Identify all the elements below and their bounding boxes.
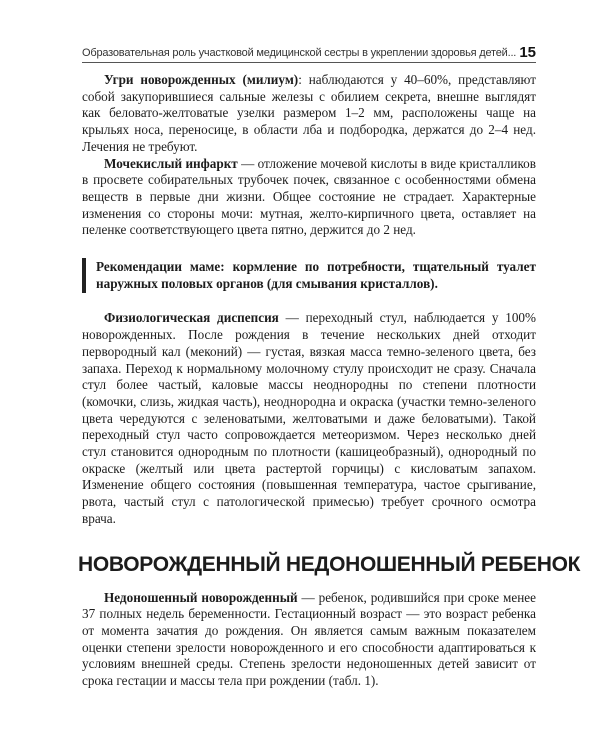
paragraph-premature [82, 590, 536, 690]
running-header [82, 40, 536, 63]
text-uric-infarct: — отложение мочевой кислоты в виде кристалликов в просвете собирательных трубочек почек, связанное с особенностями обмена веществ в первые дни жизни. Общее состояние не страдает. Характерные изменения со стороны мочи: мутная, желто-кирпичного цвета, оставляет на пеленке соответствующего цвета пятно, держится до 2 нед. [82, 155, 537, 238]
text-premature: — ребенок, родившийся при сроке менее 37 полных недель беременности. Гестационный возраст — это возраст ребенка от момента зачатия до рождения. Он является самым важным показателем оценки степени зрелости новорожденного и его способности адаптироваться к условиям внешней среды. Степень зрелости недоношенных детей зависит от срока гестации и массы тела при рождении (табл. 1). [82, 589, 536, 689]
paragraph-milium [82, 72, 536, 156]
text-dyspepsia: — переходный стул, наблюдается у 100% новорожденных. После рождения в течение нескольких дней отходит первородный кал (меконий) — густая, вязкая масса темно-зеленого цвета, без запаха. Переход к нормальному молочному стулу происходит не сразу. Сначала стул более частый, каловые массы неоднородны по степени плотности (комочки, слизь, жидкая часть), неоднородна и окраска (участки темно-зеленого цвета чередуются с зеленоватыми, желтоватыми и даже беловатыми). Такой переходный стул часто сопровождается метеоризмом. Через несколько дней стул становится однородным по плотности (кашицеобразный), однородный по окраске (желтый или цвета растертой горчицы) с кисловатым запахом. Изменение общего состояния (повышенная температура, частое срыгивание, рвота, частый стул с патологической примесью) требует срочного осмотра врача. [82, 310, 537, 526]
term-milium: Угри новорожденных (милиум) [104, 72, 299, 87]
term-premature: Недоношенный новорожденный [104, 589, 298, 605]
term-dyspepsia: Физиологическая диспепсия [104, 310, 279, 326]
recommendation-callout [82, 258, 536, 293]
running-title: Образовательная роль участковой медицинской сестры в укреплении здоровья детей... [82, 47, 517, 59]
page-number: 15 [519, 44, 536, 61]
term-uric-infarct: Мочекислый инфаркт [104, 155, 238, 171]
page-body [78, 72, 581, 690]
paragraph-dyspepsia [82, 310, 536, 527]
section-heading: НОВОРОЖДЕННЫЙ НЕДОНОШЕННЫЙ РЕБЕНОК [78, 552, 581, 576]
text-milium: : наблюдаются у 40–60%, представляют собой закупорившиеся сальные железы с обилием секрета, внешне выглядят как беловато-желтоватые узелки размером 1–2 мм, расположены чаще на крыльях носа, переносице, в области лба и подбородка, держатся до 2–4 нед. Лечения не требуют. [82, 72, 536, 154]
recommendation-text: Рекомендации маме: кормление по потребности, тщательный туалет наружных половых органов (для смывания кристаллов). [96, 259, 536, 291]
paragraph-uric-infarct [82, 156, 536, 240]
